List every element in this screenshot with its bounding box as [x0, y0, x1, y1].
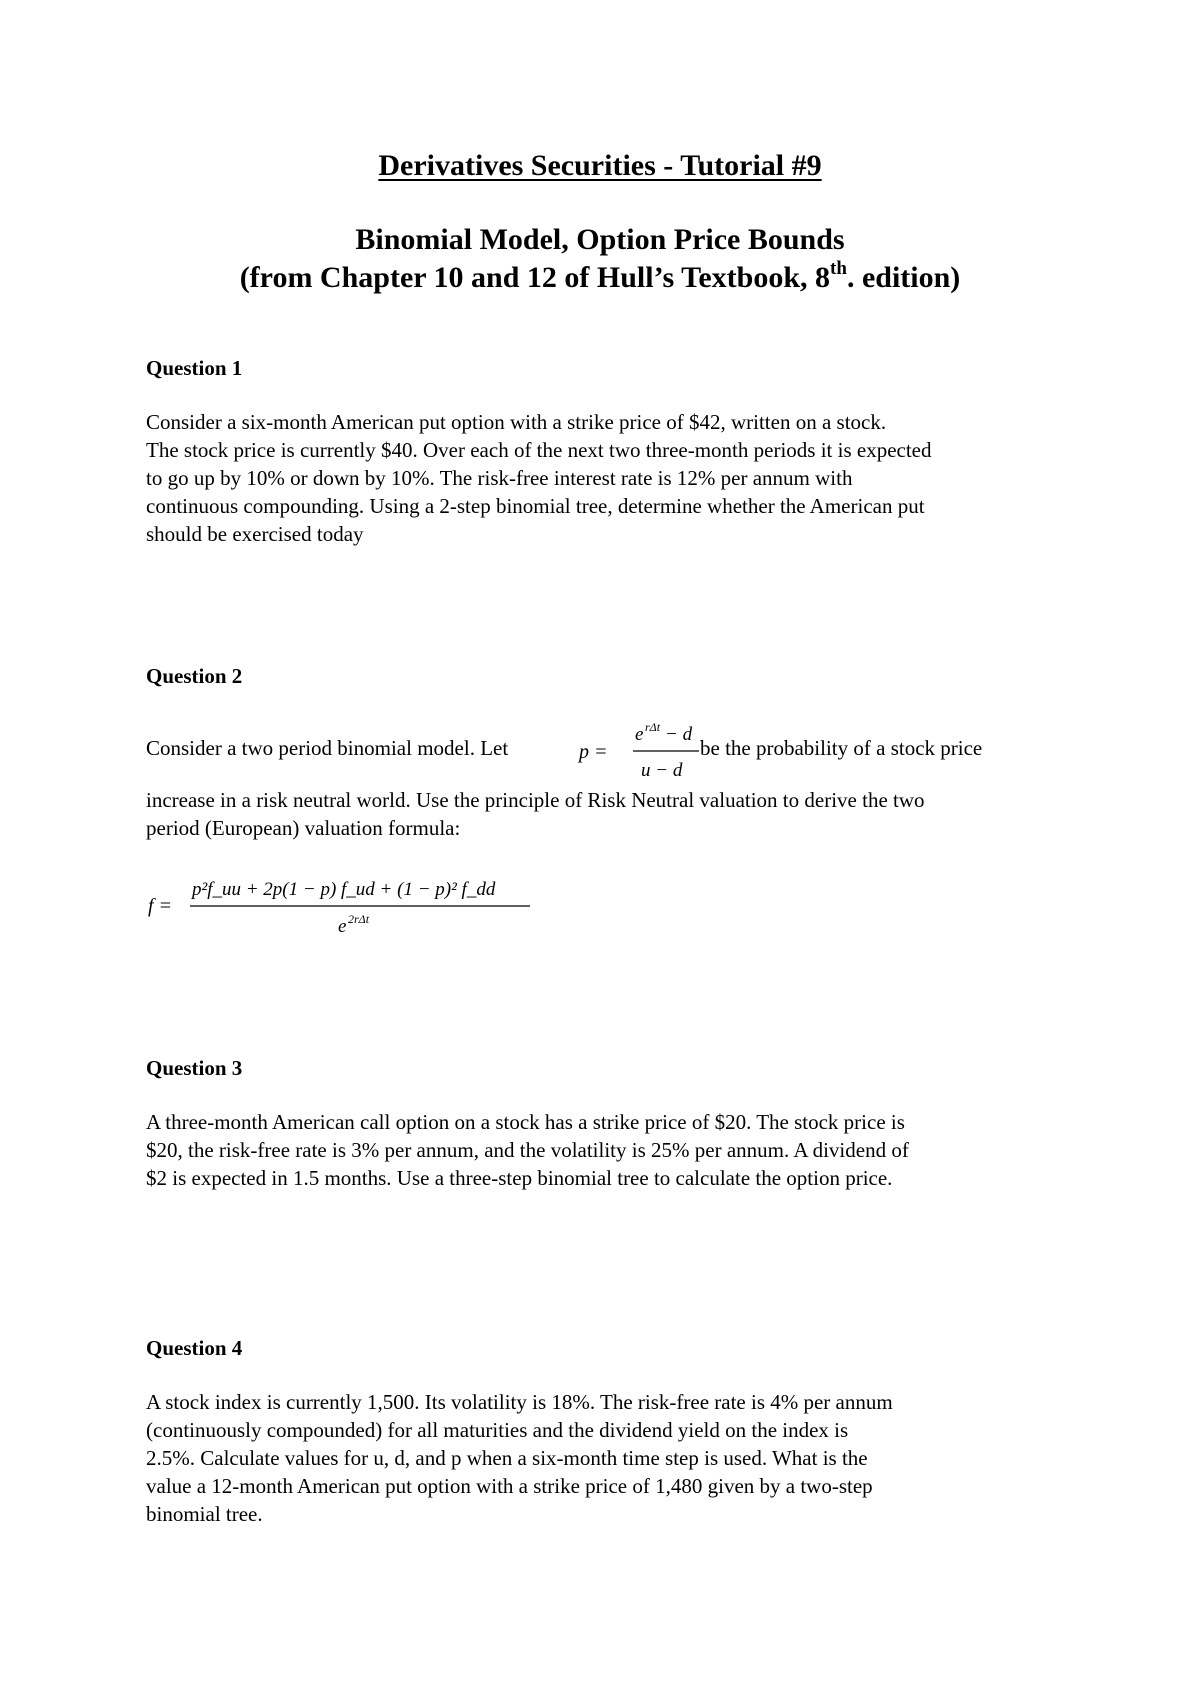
subtitle-line-2-superscript: th [830, 258, 847, 279]
question-4-line: 2.5%. Calculate values for u, d, and p when a six-month time step is used. What is the [146, 1446, 868, 1470]
question-2-line-1-after: be the probability of a stock price [700, 736, 983, 760]
valuation-formula [146, 870, 566, 950]
question-2-body [146, 786, 1066, 842]
question-3-line: $2 is expected in 1.5 months. Use a three-step binomial tree to calculate the option price. [146, 1166, 893, 1190]
subtitle-line-2-suffix: . edition) [846, 261, 961, 294]
question-4-line: value a 12-month American put option with a strike price of 1,480 given by a two-step [146, 1474, 873, 1498]
question-3-heading: Question 3 [146, 1056, 243, 1080]
p-formula-numerator-rest: − d [665, 724, 693, 745]
question-3-line: $20, the risk-free rate is 3% per annum, and the volatility is 25% per annum. A dividend of [146, 1138, 909, 1162]
p-formula-numerator-exponent: rΔt [645, 720, 661, 734]
question-4-body [146, 1388, 1066, 1528]
document-title: Derivatives Securities - Tutorial #9 [378, 149, 822, 182]
subtitle-line-2-prefix: (from Chapter 10 and 12 of Hull’s Textbook, 8 [239, 261, 831, 294]
question-4-line: A stock index is currently 1,500. Its volatility is 18%. The risk-free rate is 4% per annum [146, 1390, 893, 1414]
f-formula-numerator: p²f_uu + 2p(1 − p) f_ud + (1 − p)² f_dd [192, 879, 496, 900]
question-2-line: period (European) valuation formula: [146, 816, 461, 840]
document-subtitle-line-2 [0, 260, 1200, 296]
question-1-line: should be exercised today [146, 522, 364, 546]
question-2-line: increase in a risk neutral world. Use the principle of Risk Neutral valuation to derive the two [146, 788, 925, 812]
question-2-line-1-before: Consider a two period binomial model. Let [146, 736, 509, 760]
question-2-heading: Question 2 [146, 664, 243, 688]
question-1-line: continuous compounding. Using a 2-step binomial tree, determine whether the American put [146, 494, 925, 518]
f-formula-lhs: f = [148, 895, 173, 917]
question-4-line: binomial tree. [146, 1502, 263, 1526]
question-1-line: to go up by 10% or down by 10%. The risk-free interest rate is 12% per annum with [146, 466, 853, 490]
p-formula-numerator-base: e [635, 724, 644, 745]
question-1-body [146, 408, 1066, 548]
document-subtitle-line-1: Binomial Model, Option Price Bounds [355, 223, 845, 256]
question-1-heading: Question 1 [146, 356, 243, 380]
question-1-line: The stock price is currently $40. Over each of the next two three-month periods it is expected [146, 438, 932, 462]
p-formula-denominator: u − d [641, 760, 683, 781]
question-4-line: (continuously compounded) for all maturities and the dividend yield on the index is [146, 1418, 849, 1442]
f-formula-denominator-base: e [338, 916, 347, 937]
f-formula-denominator-exponent: 2rΔt [348, 912, 370, 926]
p-formula-lhs: p = [579, 741, 608, 763]
question-3-body [146, 1108, 1066, 1192]
question-4-heading: Question 4 [146, 1336, 243, 1360]
question-3-line: A three-month American call option on a stock has a strike price of $20. The stock price is [146, 1110, 905, 1134]
question-1-line: Consider a six-month American put option with a strike price of $42, written on a stock. [146, 410, 887, 434]
